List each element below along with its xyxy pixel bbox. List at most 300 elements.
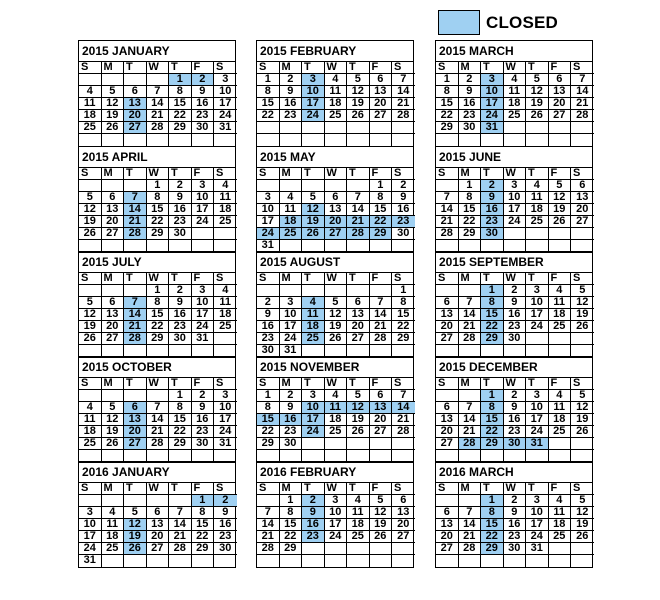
month-calendar bbox=[256, 461, 414, 568]
calendar-empty-cell bbox=[549, 438, 572, 450]
calendar-day-closed: 10 bbox=[302, 402, 325, 414]
calendar-day: 3 bbox=[214, 390, 237, 402]
calendar-day: 25 bbox=[102, 543, 125, 555]
calendar-day: 28 bbox=[370, 333, 393, 345]
calendar-day: 1 bbox=[459, 180, 482, 192]
calendar-day: 22 bbox=[147, 216, 170, 228]
calendar-day: 23 bbox=[504, 426, 527, 438]
calendar-day: 11 bbox=[214, 192, 237, 204]
calendar-day: 28 bbox=[571, 110, 594, 122]
calendar-day: 10 bbox=[526, 507, 549, 519]
calendar-day: 27 bbox=[436, 543, 459, 555]
calendar-day-closed: 17 bbox=[302, 98, 325, 110]
calendar-empty-cell bbox=[504, 122, 527, 134]
calendar-day-closed: 8 bbox=[481, 402, 504, 414]
month-title: 2015 SEPTEMBER bbox=[436, 252, 592, 273]
weekday-header: F bbox=[549, 168, 572, 180]
calendar-day: 25 bbox=[214, 321, 237, 333]
calendar-day: 7 bbox=[436, 192, 459, 204]
calendar-day: 24 bbox=[79, 543, 102, 555]
calendar-day: 3 bbox=[526, 285, 549, 297]
calendar-day: 15 bbox=[280, 519, 303, 531]
calendar-day: 10 bbox=[504, 192, 527, 204]
calendar-day-closed: 23 bbox=[481, 216, 504, 228]
weekday-header: S bbox=[257, 62, 280, 74]
weekday-header: W bbox=[504, 483, 527, 495]
calendar-day-closed: 6 bbox=[124, 402, 147, 414]
calendar-day: 20 bbox=[370, 414, 393, 426]
calendar-day: 9 bbox=[459, 86, 482, 98]
calendar-empty-cell bbox=[302, 122, 325, 134]
calendar-day: 6 bbox=[436, 297, 459, 309]
weekday-header: F bbox=[370, 378, 393, 390]
calendar-day: 28 bbox=[257, 543, 280, 555]
weekday-header: S bbox=[214, 62, 237, 74]
calendar-day: 22 bbox=[459, 216, 482, 228]
calendar-empty-cell bbox=[79, 134, 102, 146]
calendar-day: 30 bbox=[192, 122, 215, 134]
weekday-header: T bbox=[347, 378, 370, 390]
calendar-day: 20 bbox=[436, 531, 459, 543]
calendar-day: 8 bbox=[147, 192, 170, 204]
calendar-day: 17 bbox=[504, 204, 527, 216]
calendar-day: 24 bbox=[526, 321, 549, 333]
calendar-day: 27 bbox=[102, 333, 125, 345]
calendar-day: 20 bbox=[436, 426, 459, 438]
weekday-header: S bbox=[79, 483, 102, 495]
month-calendar bbox=[435, 40, 593, 147]
weekday-header: M bbox=[459, 378, 482, 390]
month-day-grid bbox=[436, 378, 592, 462]
calendar-day: 13 bbox=[436, 309, 459, 321]
calendar-day: 5 bbox=[124, 507, 147, 519]
calendar-day: 20 bbox=[147, 531, 170, 543]
calendar-day: 16 bbox=[257, 321, 280, 333]
calendar-day: 3 bbox=[257, 192, 280, 204]
weekday-header: S bbox=[257, 273, 280, 285]
calendar-day: 18 bbox=[102, 531, 125, 543]
calendar-day: 28 bbox=[459, 333, 482, 345]
calendar-day: 23 bbox=[280, 110, 303, 122]
calendar-day: 23 bbox=[169, 321, 192, 333]
calendar-day: 20 bbox=[571, 204, 594, 216]
calendar-day: 2 bbox=[169, 285, 192, 297]
calendar-day-closed: 10 bbox=[302, 86, 325, 98]
calendar-day: 19 bbox=[102, 426, 125, 438]
calendar-empty-cell bbox=[124, 134, 147, 146]
calendar-day: 7 bbox=[347, 192, 370, 204]
calendar-day: 4 bbox=[325, 74, 348, 86]
calendar-day: 15 bbox=[459, 204, 482, 216]
calendar-empty-cell bbox=[147, 555, 170, 567]
calendar-day: 28 bbox=[459, 543, 482, 555]
calendar-day: 9 bbox=[169, 297, 192, 309]
month-calendar bbox=[78, 461, 236, 568]
calendar-day: 28 bbox=[436, 228, 459, 240]
calendar-day: 9 bbox=[257, 309, 280, 321]
calendar-day: 5 bbox=[347, 390, 370, 402]
calendar-day: 12 bbox=[79, 204, 102, 216]
month-day-grid bbox=[257, 62, 413, 146]
calendar-day: 25 bbox=[347, 531, 370, 543]
calendar-day-closed: 15 bbox=[257, 414, 280, 426]
calendar-empty-cell bbox=[325, 438, 348, 450]
calendar-day: 10 bbox=[214, 402, 237, 414]
calendar-day: 10 bbox=[214, 86, 237, 98]
calendar-empty-cell bbox=[436, 390, 459, 402]
calendar-day-closed: 16 bbox=[302, 519, 325, 531]
calendar-empty-cell bbox=[124, 74, 147, 86]
calendar-day-closed: 2 bbox=[481, 180, 504, 192]
calendar-day: 22 bbox=[147, 321, 170, 333]
calendar-day: 7 bbox=[147, 402, 170, 414]
calendar-day: 16 bbox=[504, 309, 527, 321]
calendar-day: 2 bbox=[392, 180, 415, 192]
calendar-day: 1 bbox=[169, 390, 192, 402]
calendar-day: 30 bbox=[504, 543, 527, 555]
calendar-day: 30 bbox=[214, 543, 237, 555]
calendar-empty-cell bbox=[124, 495, 147, 507]
calendar-empty-cell bbox=[571, 122, 594, 134]
calendar-day-closed: 13 bbox=[124, 98, 147, 110]
weekday-header: T bbox=[347, 168, 370, 180]
calendar-day: 26 bbox=[549, 216, 572, 228]
month-title: 2016 MARCH bbox=[436, 462, 592, 483]
weekday-header: W bbox=[504, 62, 527, 74]
weekday-header: S bbox=[436, 62, 459, 74]
calendar-day: 23 bbox=[280, 426, 303, 438]
calendar-day-closed: 27 bbox=[124, 122, 147, 134]
calendar-day-closed: 14 bbox=[124, 204, 147, 216]
calendar-day: 17 bbox=[79, 531, 102, 543]
calendar-day: 16 bbox=[280, 98, 303, 110]
calendar-day: 13 bbox=[436, 519, 459, 531]
calendar-day: 17 bbox=[526, 414, 549, 426]
calendar-day: 9 bbox=[504, 507, 527, 519]
calendar-day: 8 bbox=[257, 402, 280, 414]
calendar-day-closed: 14 bbox=[392, 402, 415, 414]
weekday-header: F bbox=[370, 483, 393, 495]
calendar-day: 27 bbox=[549, 110, 572, 122]
calendar-empty-cell bbox=[102, 555, 125, 567]
calendar-day-closed: 12 bbox=[302, 204, 325, 216]
calendar-empty-cell bbox=[549, 543, 572, 555]
calendar-day: 19 bbox=[571, 309, 594, 321]
calendar-empty-cell bbox=[257, 122, 280, 134]
calendar-day: 14 bbox=[257, 519, 280, 531]
calendar-day: 25 bbox=[325, 110, 348, 122]
month-title: 2015 NOVEMBER bbox=[257, 357, 413, 378]
weekday-header: F bbox=[549, 378, 572, 390]
weekday-header: F bbox=[370, 62, 393, 74]
weekday-header: M bbox=[459, 273, 482, 285]
calendar-day: 3 bbox=[526, 495, 549, 507]
calendar-day: 7 bbox=[392, 390, 415, 402]
calendar-day: 2 bbox=[280, 74, 303, 86]
calendar-day: 15 bbox=[192, 519, 215, 531]
month-calendar bbox=[256, 146, 414, 253]
calendar-day: 25 bbox=[325, 426, 348, 438]
calendar-day: 26 bbox=[370, 531, 393, 543]
calendar-empty-cell bbox=[549, 228, 572, 240]
weekday-header: T bbox=[302, 273, 325, 285]
calendar-day: 21 bbox=[392, 414, 415, 426]
calendar-day: 20 bbox=[347, 321, 370, 333]
calendar-day: 12 bbox=[102, 98, 125, 110]
calendar-day-closed: 20 bbox=[325, 216, 348, 228]
calendar-day: 25 bbox=[549, 321, 572, 333]
calendar-day: 18 bbox=[325, 414, 348, 426]
calendar-empty-cell bbox=[257, 555, 280, 567]
calendar-day: 27 bbox=[147, 543, 170, 555]
calendar-day: 10 bbox=[325, 507, 348, 519]
calendar-day: 11 bbox=[549, 402, 572, 414]
weekday-header: F bbox=[549, 62, 572, 74]
calendar-day-closed: 1 bbox=[169, 74, 192, 86]
calendar-empty-cell bbox=[169, 555, 192, 567]
calendar-day: 14 bbox=[392, 86, 415, 98]
calendar-day: 26 bbox=[526, 110, 549, 122]
calendar-day: 21 bbox=[370, 321, 393, 333]
calendar-day: 30 bbox=[280, 438, 303, 450]
calendar-day: 12 bbox=[370, 507, 393, 519]
calendar-day: 30 bbox=[392, 228, 415, 240]
calendar-day: 19 bbox=[347, 414, 370, 426]
calendar-day-closed: 2 bbox=[192, 74, 215, 86]
calendar-day: 6 bbox=[549, 74, 572, 86]
calendar-day: 18 bbox=[504, 98, 527, 110]
weekday-header: S bbox=[79, 378, 102, 390]
month-title: 2016 FEBRUARY bbox=[257, 462, 413, 483]
calendar-day: 6 bbox=[392, 495, 415, 507]
calendar-day-closed: 29 bbox=[481, 543, 504, 555]
calendar-empty-cell bbox=[526, 555, 549, 567]
calendar-day: 23 bbox=[459, 110, 482, 122]
calendar-day: 5 bbox=[549, 180, 572, 192]
calendar-day: 24 bbox=[325, 531, 348, 543]
month-title: 2015 JULY bbox=[79, 252, 235, 273]
calendar-day-closed: 18 bbox=[302, 321, 325, 333]
calendar-day-closed: 22 bbox=[481, 321, 504, 333]
calendar-day: 13 bbox=[347, 309, 370, 321]
calendar-day: 7 bbox=[392, 74, 415, 86]
calendar-day: 17 bbox=[257, 216, 280, 228]
calendar-day: 30 bbox=[169, 333, 192, 345]
calendar-day: 7 bbox=[459, 507, 482, 519]
calendar-day: 23 bbox=[192, 426, 215, 438]
calendar-day: 11 bbox=[549, 507, 572, 519]
closed-legend-swatch bbox=[438, 10, 480, 35]
calendar-empty-cell bbox=[302, 555, 325, 567]
calendar-day-closed: 30 bbox=[481, 228, 504, 240]
calendar-day: 20 bbox=[436, 321, 459, 333]
calendar-day: 14 bbox=[459, 414, 482, 426]
calendar-empty-cell bbox=[102, 134, 125, 146]
calendar-day-closed: 21 bbox=[124, 216, 147, 228]
calendar-empty-cell bbox=[347, 285, 370, 297]
weekday-header: S bbox=[436, 378, 459, 390]
calendar-day: 16 bbox=[214, 519, 237, 531]
calendar-day: 7 bbox=[459, 402, 482, 414]
calendar-empty-cell bbox=[102, 390, 125, 402]
weekday-header: M bbox=[280, 62, 303, 74]
calendar-day-closed: 24 bbox=[302, 110, 325, 122]
month-calendar bbox=[78, 146, 236, 253]
calendar-day: 26 bbox=[79, 228, 102, 240]
calendar-day: 8 bbox=[192, 507, 215, 519]
calendar-empty-cell bbox=[147, 495, 170, 507]
weekday-header: W bbox=[325, 168, 348, 180]
calendar-day: 10 bbox=[79, 519, 102, 531]
calendar-day-closed: 29 bbox=[481, 333, 504, 345]
weekday-header: M bbox=[102, 168, 125, 180]
calendar-day: 3 bbox=[192, 285, 215, 297]
calendar-empty-cell bbox=[526, 134, 549, 146]
calendar-day: 5 bbox=[79, 297, 102, 309]
calendar-day: 13 bbox=[147, 519, 170, 531]
calendar-day: 4 bbox=[102, 507, 125, 519]
calendar-day: 14 bbox=[459, 519, 482, 531]
calendar-day: 11 bbox=[79, 98, 102, 110]
calendar-day: 3 bbox=[79, 507, 102, 519]
calendar-day: 6 bbox=[370, 390, 393, 402]
weekday-header: T bbox=[302, 62, 325, 74]
calendar-day-closed: 31 bbox=[481, 122, 504, 134]
calendar-day: 21 bbox=[459, 531, 482, 543]
weekday-header: M bbox=[459, 168, 482, 180]
calendar-empty-cell bbox=[504, 134, 527, 146]
calendar-empty-cell bbox=[102, 180, 125, 192]
calendar-empty-cell bbox=[214, 228, 237, 240]
calendar-empty-cell bbox=[459, 495, 482, 507]
month-title: 2015 DECEMBER bbox=[436, 357, 592, 378]
calendar-day: 7 bbox=[257, 507, 280, 519]
month-day-grid bbox=[257, 378, 413, 462]
calendar-day: 1 bbox=[257, 74, 280, 86]
weekday-header: S bbox=[79, 168, 102, 180]
weekday-header: F bbox=[192, 62, 215, 74]
calendar-empty-cell bbox=[280, 180, 303, 192]
calendar-day: 23 bbox=[504, 321, 527, 333]
calendar-empty-cell bbox=[102, 74, 125, 86]
calendar-day: 4 bbox=[79, 402, 102, 414]
calendar-day: 18 bbox=[214, 204, 237, 216]
calendar-empty-cell bbox=[436, 555, 459, 567]
weekday-header: T bbox=[302, 378, 325, 390]
weekday-header: M bbox=[102, 62, 125, 74]
weekday-header: T bbox=[302, 168, 325, 180]
calendar-day: 29 bbox=[169, 122, 192, 134]
calendar-day: 4 bbox=[549, 285, 572, 297]
calendar-day: 13 bbox=[571, 192, 594, 204]
calendar-day-closed: 12 bbox=[124, 519, 147, 531]
calendar-day: 6 bbox=[325, 192, 348, 204]
weekday-header: F bbox=[370, 273, 393, 285]
weekday-header: S bbox=[214, 273, 237, 285]
calendar-day: 3 bbox=[526, 390, 549, 402]
calendar-day: 28 bbox=[392, 110, 415, 122]
weekday-header: W bbox=[504, 273, 527, 285]
calendar-day: 5 bbox=[102, 86, 125, 98]
calendar-empty-cell bbox=[459, 390, 482, 402]
calendar-day-closed: 11 bbox=[302, 309, 325, 321]
calendar-day: 22 bbox=[257, 426, 280, 438]
month-day-grid bbox=[79, 62, 235, 146]
calendar-day-closed: 3 bbox=[481, 74, 504, 86]
calendar-empty-cell bbox=[124, 180, 147, 192]
month-day-grid bbox=[436, 483, 592, 567]
calendar-day: 16 bbox=[192, 414, 215, 426]
calendar-empty-cell bbox=[347, 555, 370, 567]
calendar-empty-cell bbox=[571, 543, 594, 555]
calendar-day: 17 bbox=[192, 309, 215, 321]
calendar-day: 4 bbox=[504, 74, 527, 86]
calendar-empty-cell bbox=[302, 134, 325, 146]
weekday-header: T bbox=[347, 483, 370, 495]
month-title: 2015 MARCH bbox=[436, 41, 592, 62]
weekday-header: T bbox=[169, 378, 192, 390]
calendar-day: 24 bbox=[280, 333, 303, 345]
calendar-day: 14 bbox=[459, 309, 482, 321]
calendar-day: 28 bbox=[147, 438, 170, 450]
calendar-empty-cell bbox=[459, 285, 482, 297]
calendar-day: 6 bbox=[571, 180, 594, 192]
calendar-day: 26 bbox=[571, 321, 594, 333]
calendar-day: 17 bbox=[214, 414, 237, 426]
calendar-day: 2 bbox=[504, 390, 527, 402]
calendar-day: 14 bbox=[347, 204, 370, 216]
weekday-header: M bbox=[280, 168, 303, 180]
calendar-day-closed: 23 bbox=[302, 531, 325, 543]
calendar-day: 21 bbox=[257, 531, 280, 543]
calendar-day: 6 bbox=[436, 507, 459, 519]
calendar-day: 16 bbox=[192, 98, 215, 110]
calendar-empty-cell bbox=[392, 438, 415, 450]
calendar-empty-cell bbox=[147, 390, 170, 402]
weekday-header: T bbox=[347, 273, 370, 285]
month-day-grid bbox=[436, 273, 592, 357]
calendar-day: 1 bbox=[257, 390, 280, 402]
calendar-day: 6 bbox=[124, 86, 147, 98]
calendar-day: 14 bbox=[147, 414, 170, 426]
calendar-empty-cell bbox=[571, 228, 594, 240]
calendar-day: 3 bbox=[302, 390, 325, 402]
weekday-header: S bbox=[436, 168, 459, 180]
calendar-empty-cell bbox=[79, 285, 102, 297]
calendar-day: 3 bbox=[504, 180, 527, 192]
calendar-day-closed: 13 bbox=[124, 414, 147, 426]
calendar-empty-cell bbox=[102, 285, 125, 297]
calendar-day-closed: 19 bbox=[302, 216, 325, 228]
calendar-day: 28 bbox=[392, 426, 415, 438]
calendar-day: 13 bbox=[102, 204, 125, 216]
weekday-header: W bbox=[504, 168, 527, 180]
calendar-day: 9 bbox=[280, 86, 303, 98]
calendar-day: 19 bbox=[325, 321, 348, 333]
weekday-header: M bbox=[280, 483, 303, 495]
calendar-day: 4 bbox=[280, 192, 303, 204]
calendar-empty-cell bbox=[504, 555, 527, 567]
weekday-header: T bbox=[302, 483, 325, 495]
calendar-day: 17 bbox=[526, 519, 549, 531]
calendar-day: 10 bbox=[280, 309, 303, 321]
calendar-day: 15 bbox=[392, 309, 415, 321]
calendar-day: 20 bbox=[102, 216, 125, 228]
calendar-day: 23 bbox=[504, 531, 527, 543]
calendar-day: 6 bbox=[102, 297, 125, 309]
calendar-day: 29 bbox=[280, 543, 303, 555]
weekday-header: S bbox=[571, 62, 594, 74]
